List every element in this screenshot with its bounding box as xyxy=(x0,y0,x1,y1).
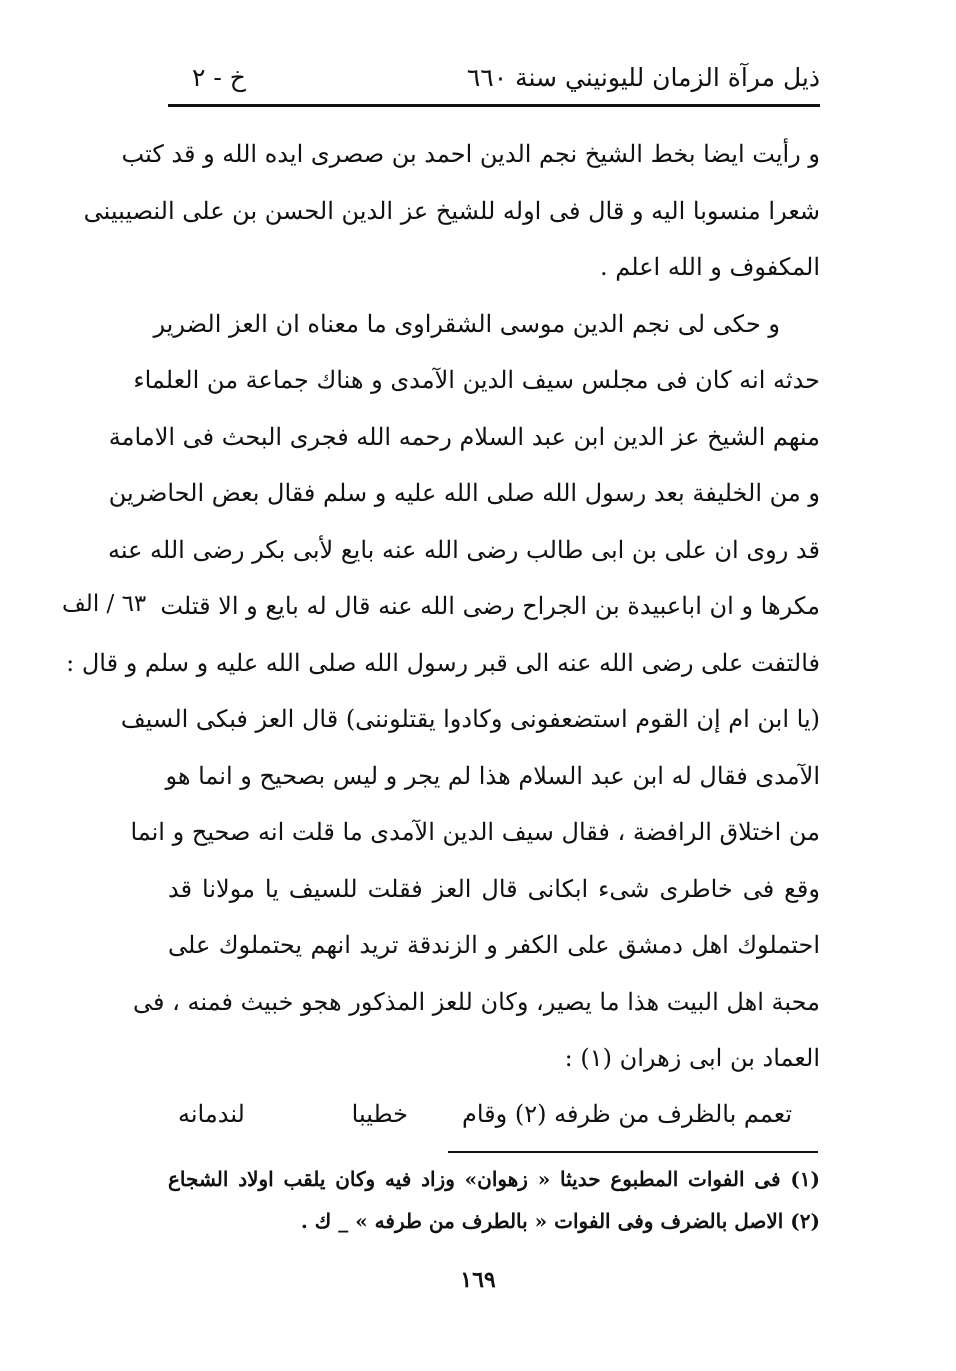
text-line: محبة اهل البيت هذا ما يصير، وكان للعز المذكور هجو خبيث فمنه ، فى xyxy=(133,987,820,1016)
running-header xyxy=(170,58,820,102)
footnote-rule xyxy=(448,1151,818,1153)
text-line: من اختلاق الرافضة ، فقال سيف الدين الآمدى ما قلت انه صحيح و انما xyxy=(130,818,820,846)
footnotes xyxy=(168,1158,820,1242)
margin-folio-note: ٦٣ / الف xyxy=(62,591,147,617)
text-line: و من الخليفة بعد رسول الله صلى الله عليه و سلم فقال بعض الحاضرين xyxy=(108,479,820,507)
footnote-2: (٢) الاصل بالضرف وفى الفوات « بالطرف من طرفه » _ ك . xyxy=(300,1209,820,1233)
text-line: احتملوك اهل دمشق على الكفر و الزندقة تريد انهم يحتملوك على xyxy=(168,931,820,959)
header-volume: خ - ٢ xyxy=(192,63,246,92)
header-title: ذيل مرآة الزمان لليونيني سنة ٦٦٠ xyxy=(466,63,820,92)
footnote-1: (١) فى الفوات المطبوع حديثا « زهوان» وزاد فيه وكان يلقب اولاد الشجاع xyxy=(168,1167,820,1191)
header-rule xyxy=(168,104,820,107)
verse-first-hemistich: تعمم بالظرف من ظرفه (٢) وقام xyxy=(461,1100,792,1128)
text-line: المكفوف و الله اعلم . xyxy=(600,253,820,281)
verse-second-hemistich: خطيبا لندمانه xyxy=(178,1100,408,1128)
text-line: قد روى ان على بن ابى طالب رضى الله عنه بايع لأبى بكر رضى الله عنه xyxy=(107,535,820,564)
text-line: و حكى لى نجم الدين موسى الشقراوى ما معناه ان العز الضرير xyxy=(153,309,780,338)
text-line: حدثه انه كان فى مجلس سيف الدين الآمدى و هناك جماعة من العلماء xyxy=(133,366,820,394)
text-line: وقع فى خاطرى شىء ابكانى قال العز فقلت للسيف يا مولانا قد xyxy=(168,874,820,903)
text-line: فالتفت على رضى الله عنه الى قبر رسول الله صلى الله عليه و سلم و قال : xyxy=(66,648,820,677)
poetry-verse xyxy=(178,1092,792,1140)
text-line: العماد بن ابى زهران (١) : xyxy=(564,1044,820,1072)
text-line: و رأيت ايضا بخط الشيخ نجم الدين احمد بن صصرى ايده الله و قد كتب xyxy=(121,140,820,168)
text-line: مكرها و ان اباعبيدة بن الجراح رضى الله عنه قال له بايع و الا قتلت xyxy=(160,592,820,620)
text-line: منهم الشيخ عز الدين ابن عبد السلام رحمه الله فجرى البحث فى الامامة xyxy=(108,422,820,451)
text-line: شعرا منسوبا اليه و قال فى اوله للشيخ عز الدين الحسن بن على النصيبينى xyxy=(83,196,820,225)
page-number: ١٦٩ xyxy=(460,1267,496,1293)
text-line: الآمدى فقال له ابن عبد السلام هذا لم يجر و ليس بصحيح و انما هو xyxy=(165,761,820,790)
text-line: (يا ابن ام إن القوم استضعفونى وكادوا يقتلوننى) قال العز فبكى السيف xyxy=(120,705,820,733)
